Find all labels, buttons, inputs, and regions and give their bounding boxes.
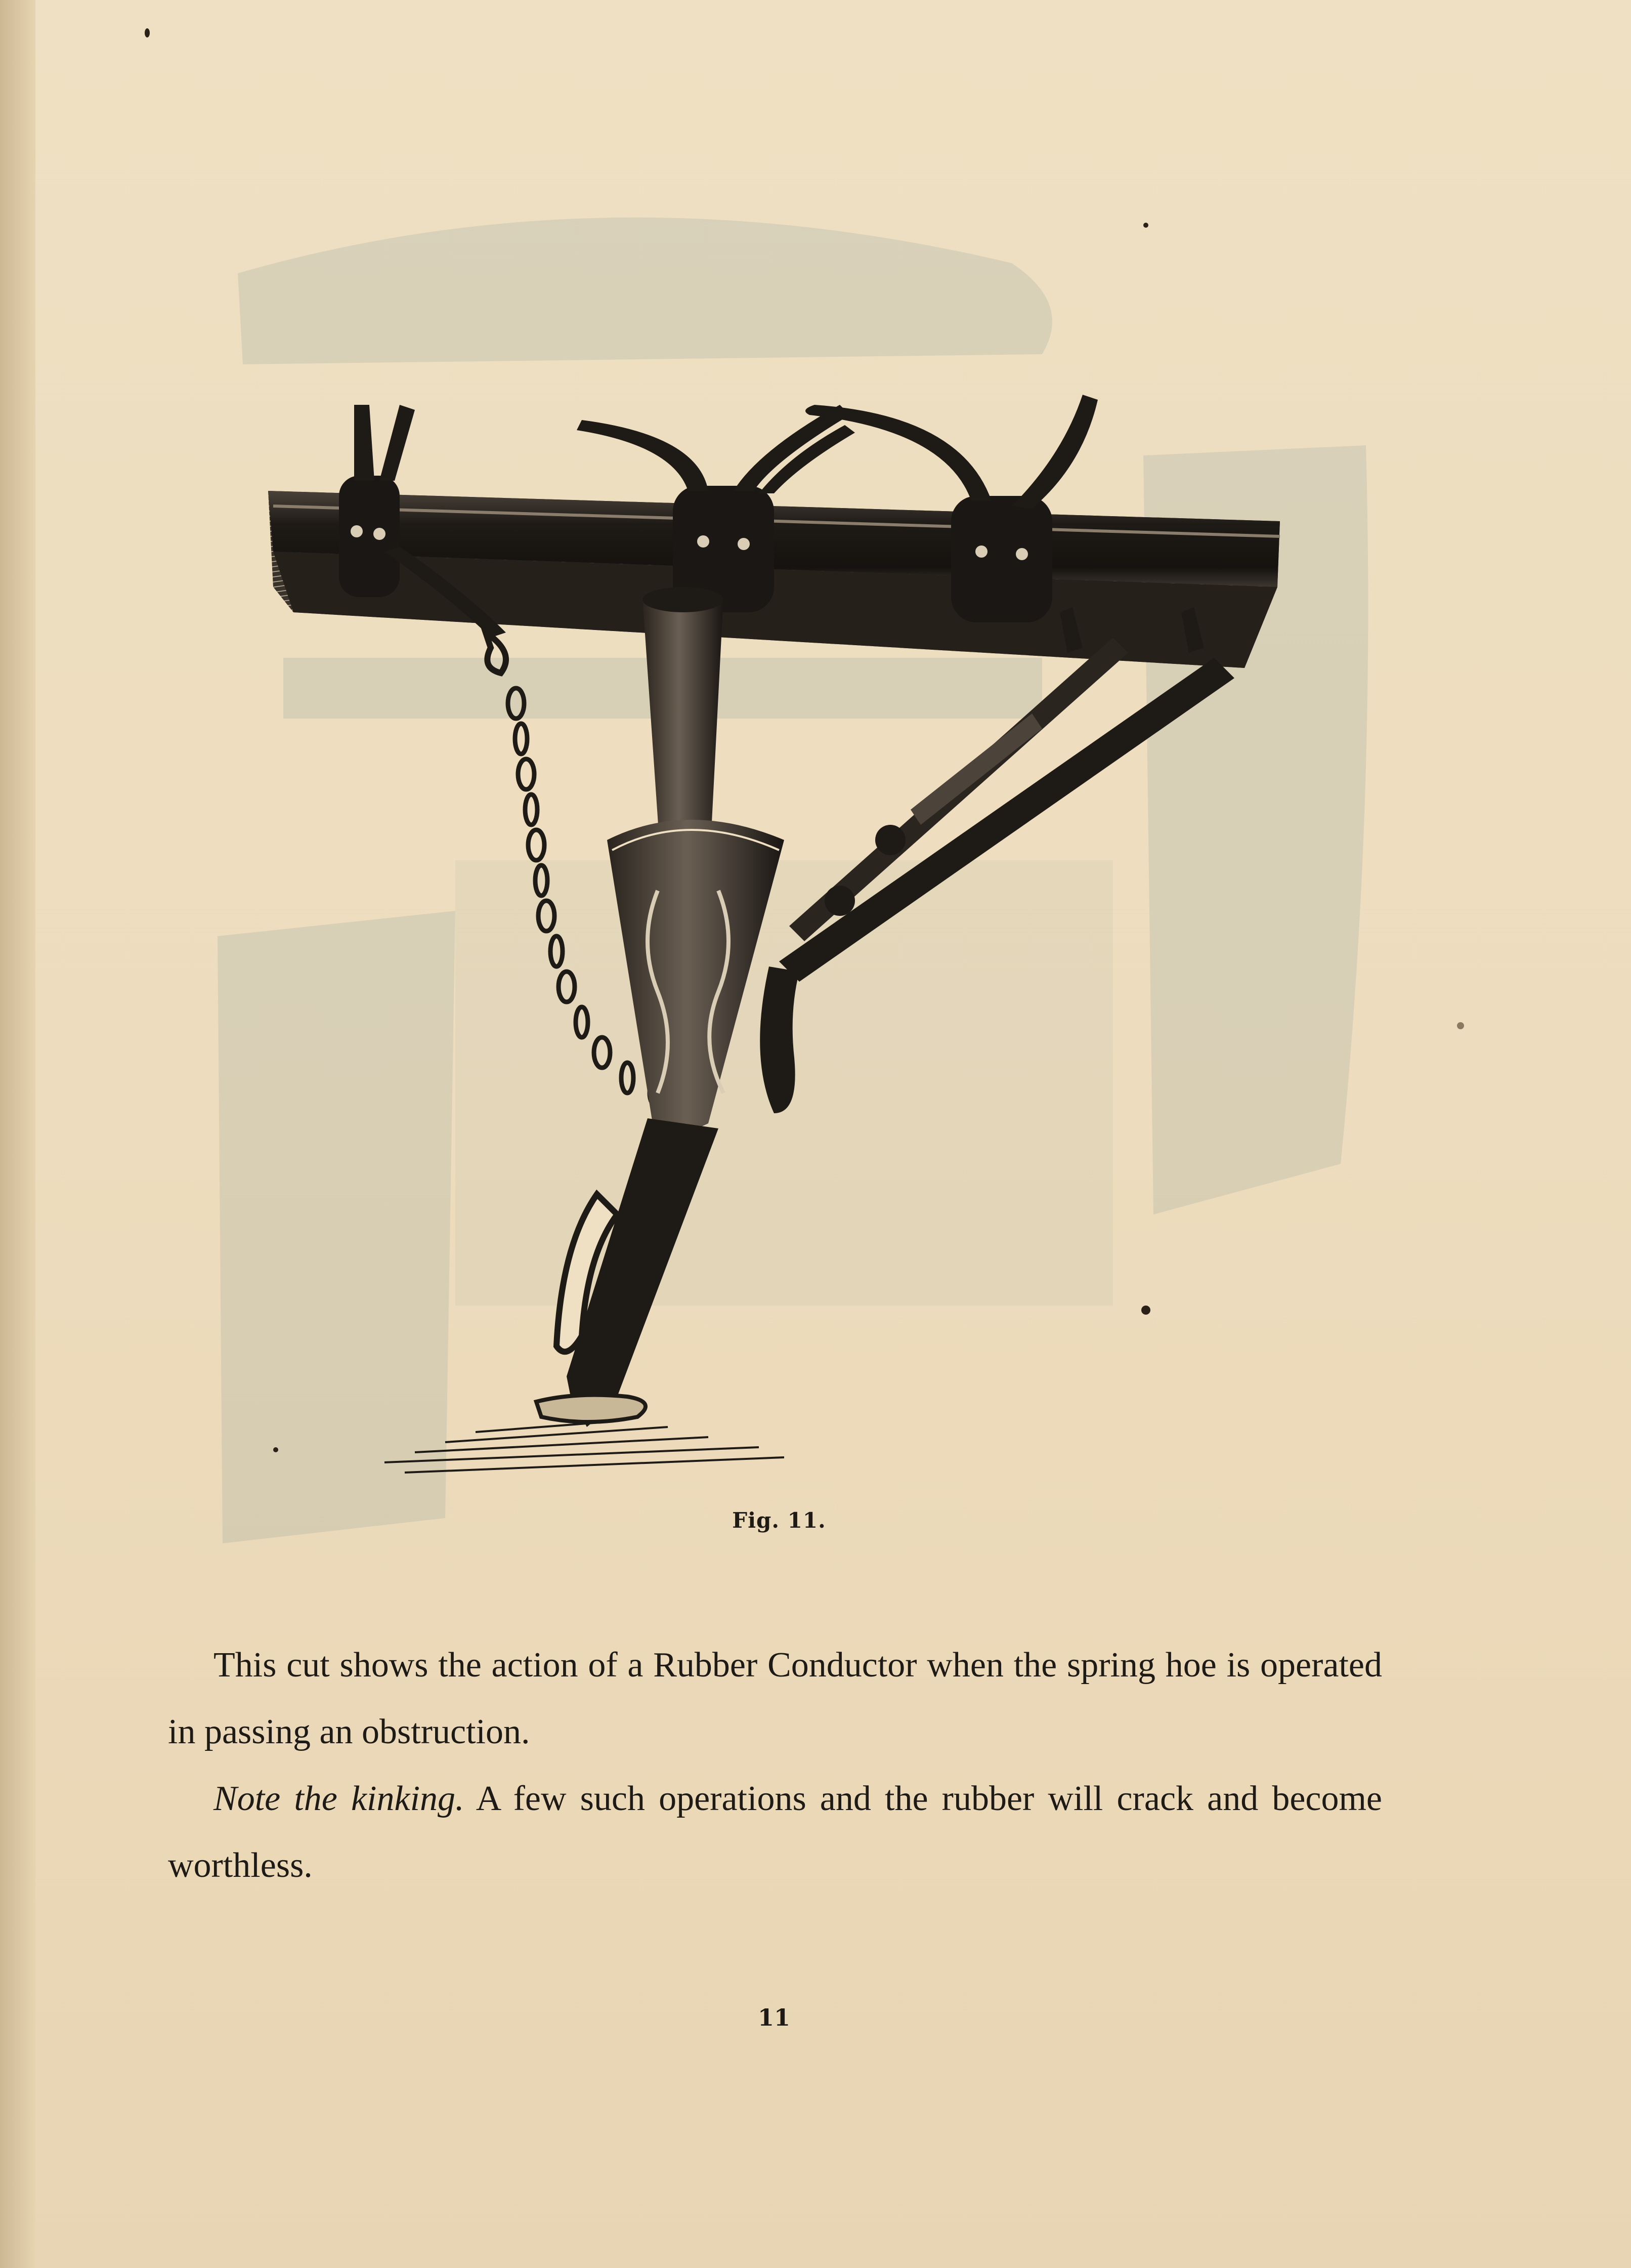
- spring-hoe-engraving: [253, 385, 1325, 1503]
- paragraph-1: This cut shows the action of a Rubber Conductor when the spring hoe is operated in passing an obstruction.: [168, 1646, 1382, 1751]
- foxing-speck: [273, 1447, 278, 1452]
- figure-caption: Fig. 11.: [732, 1508, 826, 1533]
- foxing-speck: [145, 28, 150, 37]
- foxing-speck: [1143, 223, 1148, 228]
- foxing-speck: [1457, 1022, 1464, 1029]
- foxing-speck: [1141, 1306, 1150, 1315]
- paragraph-2: [168, 1766, 1382, 1899]
- page-number: 11: [757, 2004, 790, 2031]
- paragraph-2-emphasis: Note the kinking.: [213, 1779, 464, 1818]
- body-text: [168, 1632, 1382, 1899]
- paragraph-2-rest: A few such operations and the rubber will crack and become worthless.: [168, 1779, 1382, 1885]
